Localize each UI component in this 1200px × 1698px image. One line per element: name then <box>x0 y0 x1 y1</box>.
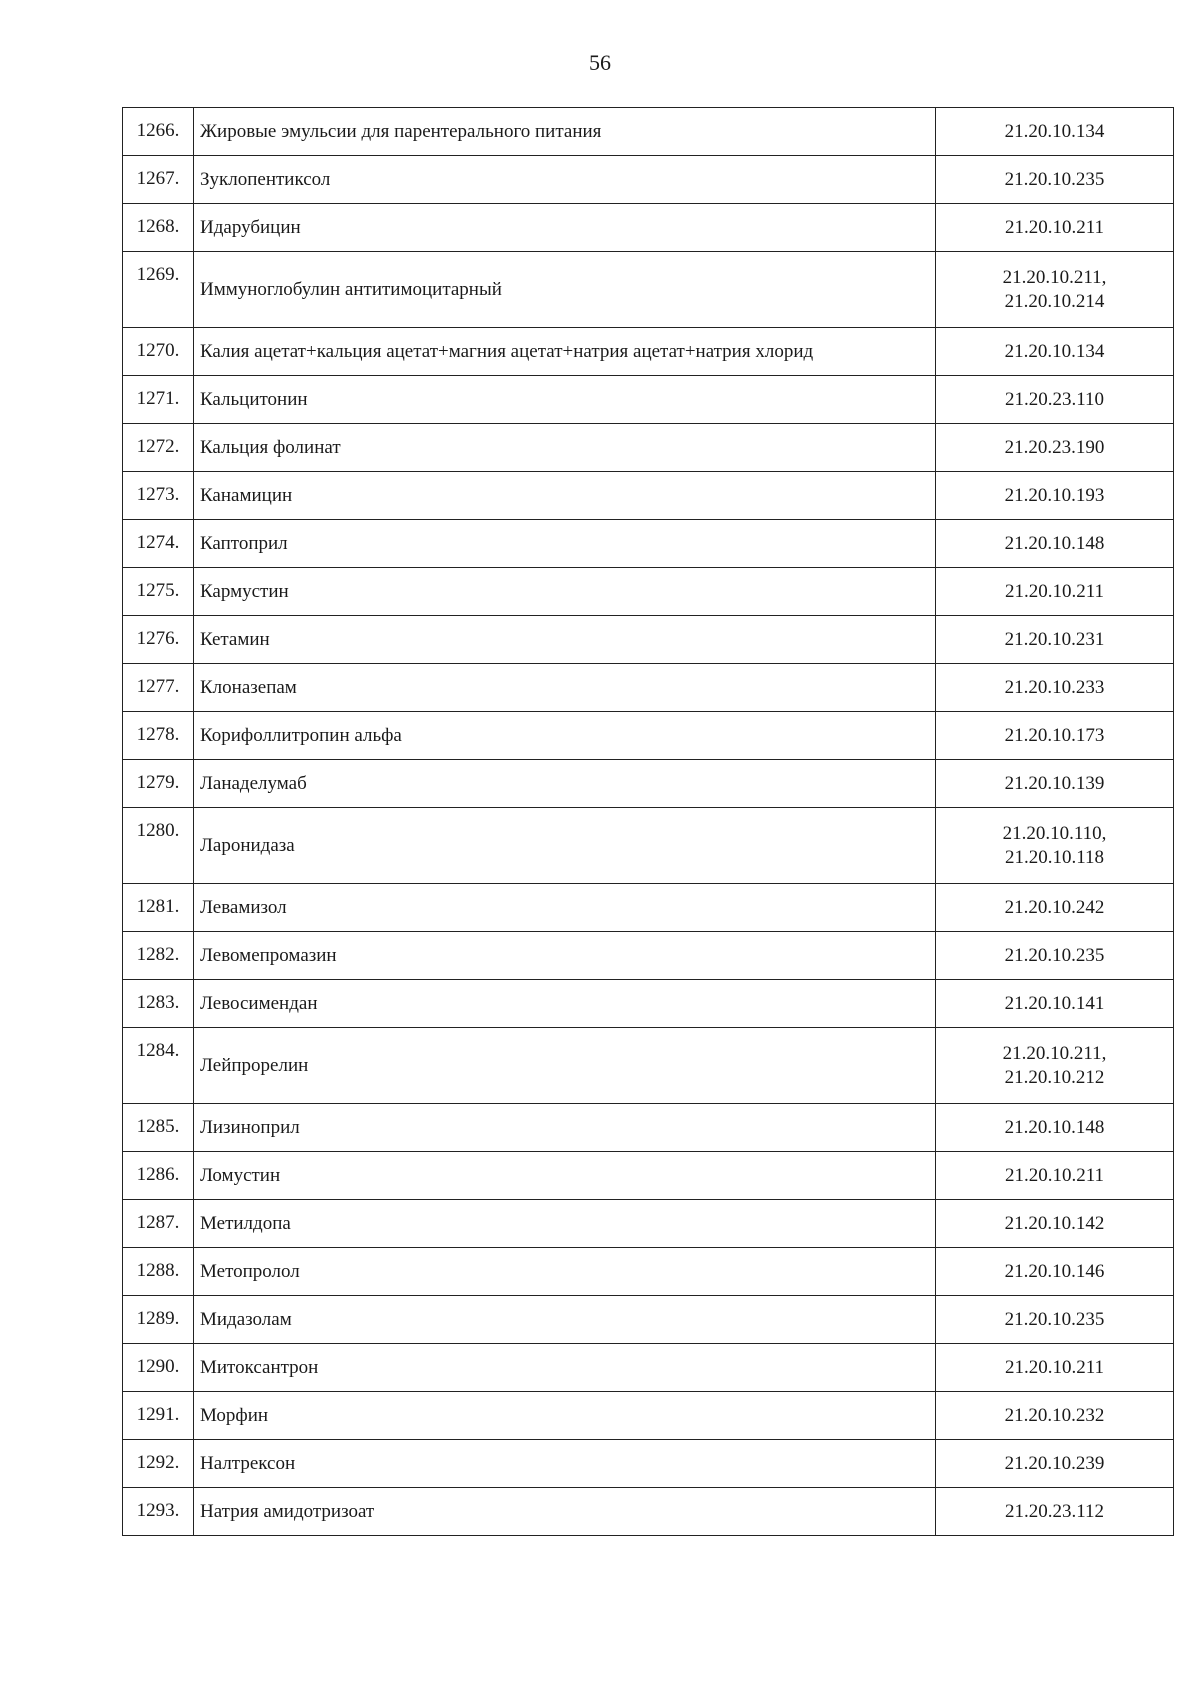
okpd-code-cell <box>936 1152 1174 1200</box>
okpd-code-cell <box>936 1028 1174 1104</box>
okpd-code: 21.20.10.134 <box>1004 120 1105 142</box>
okpd-code: 21.20.10.193 <box>1004 484 1105 506</box>
row-number: 1266. <box>123 108 194 156</box>
medicine-name: Кармустин <box>194 568 936 616</box>
table-row <box>123 712 1174 760</box>
row-number: 1271. <box>123 376 194 424</box>
okpd-code-cell <box>936 1248 1174 1296</box>
okpd-code-cell <box>936 108 1174 156</box>
medicine-name: Калия ацетат+кальция ацетат+магния ацетат+натрия ацетат+натрия хлорид <box>194 328 936 376</box>
medicine-name: Митоксантрон <box>194 1344 936 1392</box>
okpd-code: 21.20.10.118 <box>1004 846 1105 868</box>
medicine-name: Кальция фолинат <box>194 424 936 472</box>
medicine-name: Зуклопентиксол <box>194 156 936 204</box>
medicine-name: Клоназепам <box>194 664 936 712</box>
okpd-code: 21.20.10.139 <box>1004 772 1105 794</box>
row-number: 1273. <box>123 472 194 520</box>
table-row <box>123 424 1174 472</box>
okpd-code: 21.20.10.173 <box>1004 724 1105 746</box>
okpd-code-cell <box>936 204 1174 252</box>
okpd-code-cell <box>936 520 1174 568</box>
okpd-code-cell <box>936 568 1174 616</box>
okpd-code-cell <box>936 712 1174 760</box>
medicine-name: Корифоллитропин альфа <box>194 712 936 760</box>
okpd-code: 21.20.10.211 <box>1004 1164 1105 1186</box>
row-number: 1290. <box>123 1344 194 1392</box>
row-number: 1278. <box>123 712 194 760</box>
table-row <box>123 204 1174 252</box>
row-number: 1287. <box>123 1200 194 1248</box>
row-number: 1272. <box>123 424 194 472</box>
table-row <box>123 1344 1174 1392</box>
medicine-name: Метилдопа <box>194 1200 936 1248</box>
okpd-code: 21.20.10.148 <box>1004 1116 1105 1138</box>
table-body <box>123 108 1174 1536</box>
table-row <box>123 1440 1174 1488</box>
table-row <box>123 376 1174 424</box>
okpd-code: 21.20.10.233 <box>1004 676 1105 698</box>
okpd-code-cell <box>936 376 1174 424</box>
row-number: 1283. <box>123 980 194 1028</box>
row-number: 1277. <box>123 664 194 712</box>
row-number: 1268. <box>123 204 194 252</box>
okpd-code-cell <box>936 980 1174 1028</box>
medicine-name: Канамицин <box>194 472 936 520</box>
medicine-name: Жировые эмульсии для парентерального питания <box>194 108 936 156</box>
table-row <box>123 932 1174 980</box>
okpd-code: 21.20.10.211 <box>1004 1356 1105 1378</box>
okpd-code: 21.20.10.211, <box>1002 1042 1107 1064</box>
okpd-code-cell <box>936 616 1174 664</box>
medicine-name: Кетамин <box>194 616 936 664</box>
okpd-code-cell <box>936 1488 1174 1536</box>
table-row <box>123 108 1174 156</box>
row-number: 1284. <box>123 1028 194 1104</box>
medicine-name: Кальцитонин <box>194 376 936 424</box>
row-number: 1275. <box>123 568 194 616</box>
medicine-name: Натрия амидотризоат <box>194 1488 936 1536</box>
okpd-code: 21.20.10.235 <box>1004 1308 1105 1330</box>
okpd-code-cell <box>936 808 1174 884</box>
okpd-code: 21.20.10.211 <box>1004 580 1105 602</box>
medicine-name: Каптоприл <box>194 520 936 568</box>
table-row <box>123 1392 1174 1440</box>
row-number: 1281. <box>123 884 194 932</box>
row-number: 1276. <box>123 616 194 664</box>
medicine-name: Левосимендан <box>194 980 936 1028</box>
medicine-name: Ломустин <box>194 1152 936 1200</box>
okpd-code: 21.20.10.235 <box>1004 168 1105 190</box>
row-number: 1285. <box>123 1104 194 1152</box>
okpd-code: 21.20.23.112 <box>1004 1500 1105 1522</box>
okpd-code-cell <box>936 472 1174 520</box>
okpd-code: 21.20.10.148 <box>1004 532 1105 554</box>
table-row <box>123 760 1174 808</box>
okpd-code-cell <box>936 932 1174 980</box>
medicine-name: Морфин <box>194 1392 936 1440</box>
medicine-name: Идарубицин <box>194 204 936 252</box>
table-row <box>123 568 1174 616</box>
medicine-name: Мидазолам <box>194 1296 936 1344</box>
okpd-code: 21.20.23.190 <box>1004 436 1105 458</box>
okpd-code: 21.20.10.211 <box>1004 216 1105 238</box>
okpd-code-cell <box>936 884 1174 932</box>
row-number: 1286. <box>123 1152 194 1200</box>
table-row <box>123 1200 1174 1248</box>
okpd-code: 21.20.23.110 <box>1004 388 1105 410</box>
row-number: 1270. <box>123 328 194 376</box>
okpd-code: 21.20.10.239 <box>1004 1452 1105 1474</box>
medicine-name: Лизиноприл <box>194 1104 936 1152</box>
okpd-code: 21.20.10.141 <box>1004 992 1105 1014</box>
medicine-name: Лейпрорелин <box>194 1028 936 1104</box>
table-row <box>123 1028 1174 1104</box>
okpd-code: 21.20.10.134 <box>1004 340 1105 362</box>
table-row <box>123 520 1174 568</box>
medicine-name: Иммуноглобулин антитимоцитарный <box>194 252 936 328</box>
table-row <box>123 472 1174 520</box>
okpd-code: 21.20.10.242 <box>1004 896 1105 918</box>
okpd-code-cell <box>936 1344 1174 1392</box>
row-number: 1292. <box>123 1440 194 1488</box>
table-row <box>123 1152 1174 1200</box>
row-number: 1280. <box>123 808 194 884</box>
row-number: 1293. <box>123 1488 194 1536</box>
okpd-code-cell <box>936 1392 1174 1440</box>
row-number: 1274. <box>123 520 194 568</box>
table-row <box>123 884 1174 932</box>
okpd-code: 21.20.10.211, <box>1002 266 1107 288</box>
okpd-code-cell <box>936 760 1174 808</box>
okpd-code: 21.20.10.214 <box>1004 290 1105 312</box>
okpd-code: 21.20.10.146 <box>1004 1260 1105 1282</box>
okpd-code-cell <box>936 664 1174 712</box>
medicine-name: Ларонидаза <box>194 808 936 884</box>
okpd-code: 21.20.10.110, <box>1002 822 1107 844</box>
okpd-code-cell <box>936 1104 1174 1152</box>
table-row <box>123 980 1174 1028</box>
row-number: 1291. <box>123 1392 194 1440</box>
okpd-code-cell <box>936 252 1174 328</box>
medicine-name: Левамизол <box>194 884 936 932</box>
row-number: 1289. <box>123 1296 194 1344</box>
okpd-code: 21.20.10.231 <box>1004 628 1105 650</box>
table-row <box>123 1248 1174 1296</box>
okpd-code: 21.20.10.232 <box>1004 1404 1105 1426</box>
medicine-name: Налтрексон <box>194 1440 936 1488</box>
okpd-code-cell <box>936 1440 1174 1488</box>
okpd-code-cell <box>936 1296 1174 1344</box>
okpd-code: 21.20.10.235 <box>1004 944 1105 966</box>
table-row <box>123 328 1174 376</box>
table-row <box>123 156 1174 204</box>
table-row <box>123 664 1174 712</box>
table-row <box>123 1104 1174 1152</box>
okpd-code-cell <box>936 1200 1174 1248</box>
row-number: 1267. <box>123 156 194 204</box>
medicine-name: Ланаделумаб <box>194 760 936 808</box>
row-number: 1279. <box>123 760 194 808</box>
row-number: 1282. <box>123 932 194 980</box>
table-row <box>123 808 1174 884</box>
table-row <box>123 1488 1174 1536</box>
okpd-code-cell <box>936 424 1174 472</box>
medicines-table <box>122 107 1174 1536</box>
page-number: 56 <box>589 50 611 75</box>
okpd-code-cell <box>936 156 1174 204</box>
table-row <box>123 252 1174 328</box>
okpd-code: 21.20.10.212 <box>1004 1066 1105 1088</box>
row-number: 1269. <box>123 252 194 328</box>
medicine-name: Левомепромазин <box>194 932 936 980</box>
table-row <box>123 616 1174 664</box>
table-row <box>123 1296 1174 1344</box>
medicine-name: Метопролол <box>194 1248 936 1296</box>
row-number: 1288. <box>123 1248 194 1296</box>
okpd-code: 21.20.10.142 <box>1004 1212 1105 1234</box>
okpd-code-cell <box>936 328 1174 376</box>
